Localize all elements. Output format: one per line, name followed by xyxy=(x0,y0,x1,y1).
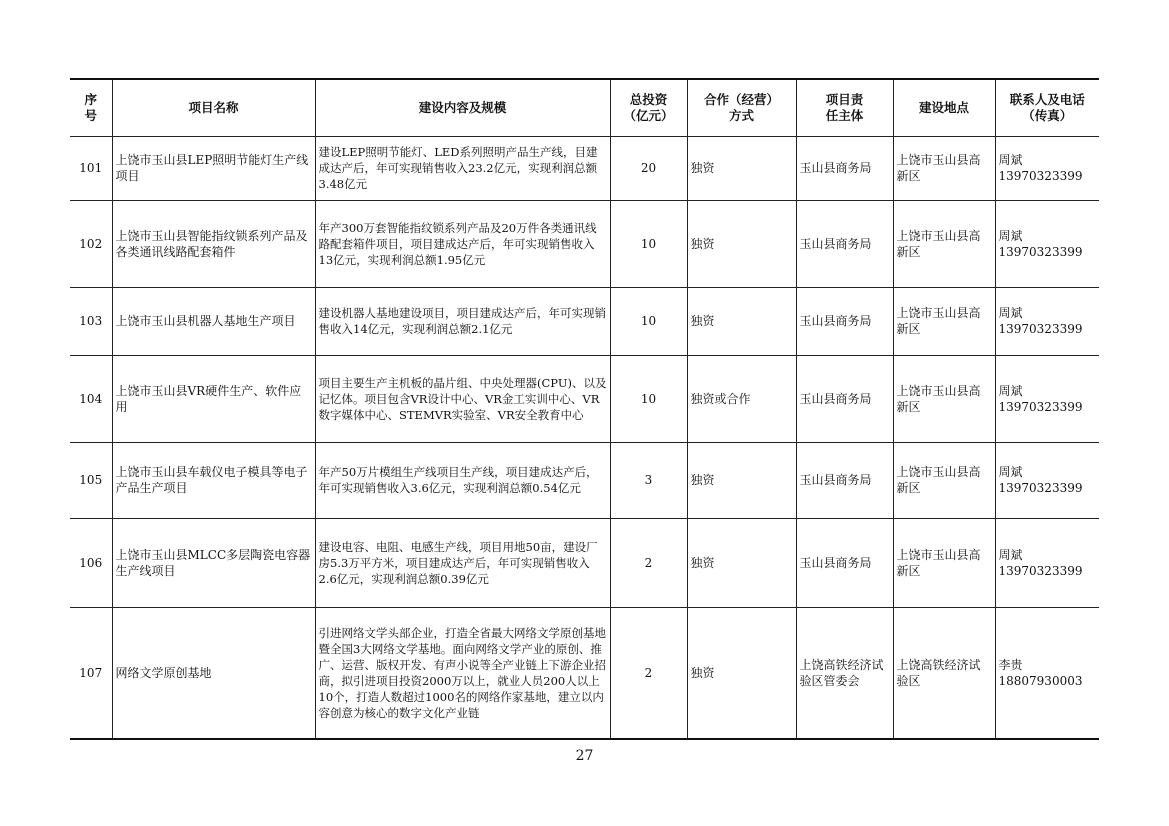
row-name: 上饶市玉山县MLCC多层陶瓷电容器生产线项目 xyxy=(112,518,315,607)
row-location: 上饶市玉山县高新区 xyxy=(893,287,995,355)
contact-phone: 13970323399 xyxy=(998,563,1083,578)
contact-phone: 13970323399 xyxy=(998,244,1083,259)
contact-phone: 13970323399 xyxy=(998,322,1083,336)
contact-name: 周斌 xyxy=(998,153,1023,167)
row-contact xyxy=(995,200,1099,287)
row-location: 上饶高铁经济试验区 xyxy=(893,607,995,739)
row-investment: 2 xyxy=(610,518,687,607)
table-row xyxy=(70,518,1099,607)
row-investment: 10 xyxy=(610,200,687,287)
table-header-row xyxy=(70,79,1099,136)
row-content: 年产50万片模组生产线项目生产线，项目建成达产后，年可实现销售收入3.6亿元，实现利润总额0.54亿元 xyxy=(315,442,610,518)
header-name: 项目名称 xyxy=(112,79,315,136)
row-owner: 上饶高铁经济试验区管委会 xyxy=(796,607,893,739)
row-contact xyxy=(995,518,1099,607)
header-content: 建设内容及规模 xyxy=(315,79,610,136)
table-row xyxy=(70,607,1099,739)
row-mode: 独资 xyxy=(687,442,796,518)
row-location: 上饶市玉山县高新区 xyxy=(893,518,995,607)
row-content: 项目主要生产主机板的晶片组、中央处理器(CPU)、以及记忆体。项目包含VR设计中心、VR金工实训中心、VR数字媒体中心、STEMVR实验室、VR安全教育中心 xyxy=(315,355,610,442)
table-row xyxy=(70,442,1099,518)
contact-name: 李贵 xyxy=(998,657,1023,672)
contact-phone: 13970323399 xyxy=(998,481,1083,495)
contact-phone: 18807930003 xyxy=(998,673,1083,688)
project-table xyxy=(70,78,1099,740)
row-owner: 玉山县商务局 xyxy=(796,355,893,442)
row-mode: 独资 xyxy=(687,607,796,739)
contact-name: 周斌 xyxy=(998,547,1023,562)
row-name: 上饶市玉山县LEP照明节能灯生产线项目 xyxy=(112,136,315,200)
header-location: 建设地点 xyxy=(893,79,995,136)
table-row xyxy=(70,355,1099,442)
row-no: 101 xyxy=(70,136,112,200)
row-location: 上饶市玉山县高新区 xyxy=(893,200,995,287)
row-owner: 玉山县商务局 xyxy=(796,442,893,518)
row-name: 上饶市玉山县智能指纹锁系列产品及各类通讯线路配套箱件 xyxy=(112,200,315,287)
table-row xyxy=(70,136,1099,200)
row-investment: 2 xyxy=(610,607,687,739)
table-row xyxy=(70,287,1099,355)
header-investment: 总投资 （亿元） xyxy=(610,79,687,136)
row-contact xyxy=(995,442,1099,518)
row-no: 102 xyxy=(70,200,112,287)
row-content: 建设机器人基地建设项目，项目建成达产后，年可实现销售收入14亿元，实现利润总额2.1亿元 xyxy=(315,287,610,355)
row-investment: 20 xyxy=(610,136,687,200)
contact-name: 周斌 xyxy=(998,383,1023,398)
row-content: 建设电容、电阻、电感生产线，项目用地50亩，建设厂房5.3万平方米，项目建成达产后，年可实现销售收入2.6亿元，实现利润总额0.39亿元 xyxy=(315,518,610,607)
row-mode: 独资 xyxy=(687,518,796,607)
row-contact xyxy=(995,355,1099,442)
row-name: 上饶市玉山县VR硬件生产、软件应用 xyxy=(112,355,315,442)
header-owner: 项目责 任主体 xyxy=(796,79,893,136)
contact-name: 周斌 xyxy=(998,465,1023,479)
row-investment: 10 xyxy=(610,355,687,442)
row-mode: 独资 xyxy=(687,287,796,355)
page-number: 27 xyxy=(575,748,594,764)
row-content: 建设LEP照明节能灯、LED系列照明产品生产线，目建成达产后，年可实现销售收入23.2亿元，实现利润总额3.48亿元 xyxy=(315,136,610,200)
row-owner: 玉山县商务局 xyxy=(796,287,893,355)
row-no: 106 xyxy=(70,518,112,607)
contact-phone: 13970323399 xyxy=(998,399,1083,414)
row-content: 年产300万套智能指纹锁系列产品及20万件各类通讯线路配套箱件项目，项目建成达产后，年可实现销售收入13亿元，实现利润总额1.95亿元 xyxy=(315,200,610,287)
header-mode: 合作（经营） 方式 xyxy=(687,79,796,136)
row-investment: 3 xyxy=(610,442,687,518)
row-name: 上饶市玉山县车载仪电子模具等电子产品生产项目 xyxy=(112,442,315,518)
row-mode: 独资 xyxy=(687,136,796,200)
row-owner: 玉山县商务局 xyxy=(796,200,893,287)
header-contact: 联系人及电话 （传真） xyxy=(995,79,1099,136)
row-investment: 10 xyxy=(610,287,687,355)
row-no: 105 xyxy=(70,442,112,518)
row-location: 上饶市玉山县高新区 xyxy=(893,136,995,200)
table-row xyxy=(70,200,1099,287)
contact-name: 周斌 xyxy=(998,228,1023,243)
row-location: 上饶市玉山县高新区 xyxy=(893,442,995,518)
row-location: 上饶市玉山县高新区 xyxy=(893,355,995,442)
row-no: 107 xyxy=(70,607,112,739)
row-contact xyxy=(995,136,1099,200)
row-name: 上饶市玉山县机器人基地生产项目 xyxy=(112,287,315,355)
row-mode: 独资 xyxy=(687,200,796,287)
row-no: 104 xyxy=(70,355,112,442)
row-owner: 玉山县商务局 xyxy=(796,518,893,607)
row-no: 103 xyxy=(70,287,112,355)
row-owner: 玉山县商务局 xyxy=(796,136,893,200)
contact-phone: 13970323399 xyxy=(998,169,1083,183)
row-contact xyxy=(995,287,1099,355)
row-name: 网络文学原创基地 xyxy=(112,607,315,739)
row-contact xyxy=(995,607,1099,739)
row-mode: 独资或合作 xyxy=(687,355,796,442)
contact-name: 周斌 xyxy=(998,306,1023,320)
header-no: 序 号 xyxy=(70,79,112,136)
row-content: 引进网络文学头部企业，打造全省最大网络文学原创基地暨全国3大网络文学基地。面向网络文学产业的原创、推广、运营、版权开发、有声小说等全产业链上下游企业招商，拟引进项目投资2000万以上，就业人员200人以上10个，打造人数超过1000名的网络作家基地，建立以内容创意为核心的数字文化产业链 xyxy=(315,607,610,739)
